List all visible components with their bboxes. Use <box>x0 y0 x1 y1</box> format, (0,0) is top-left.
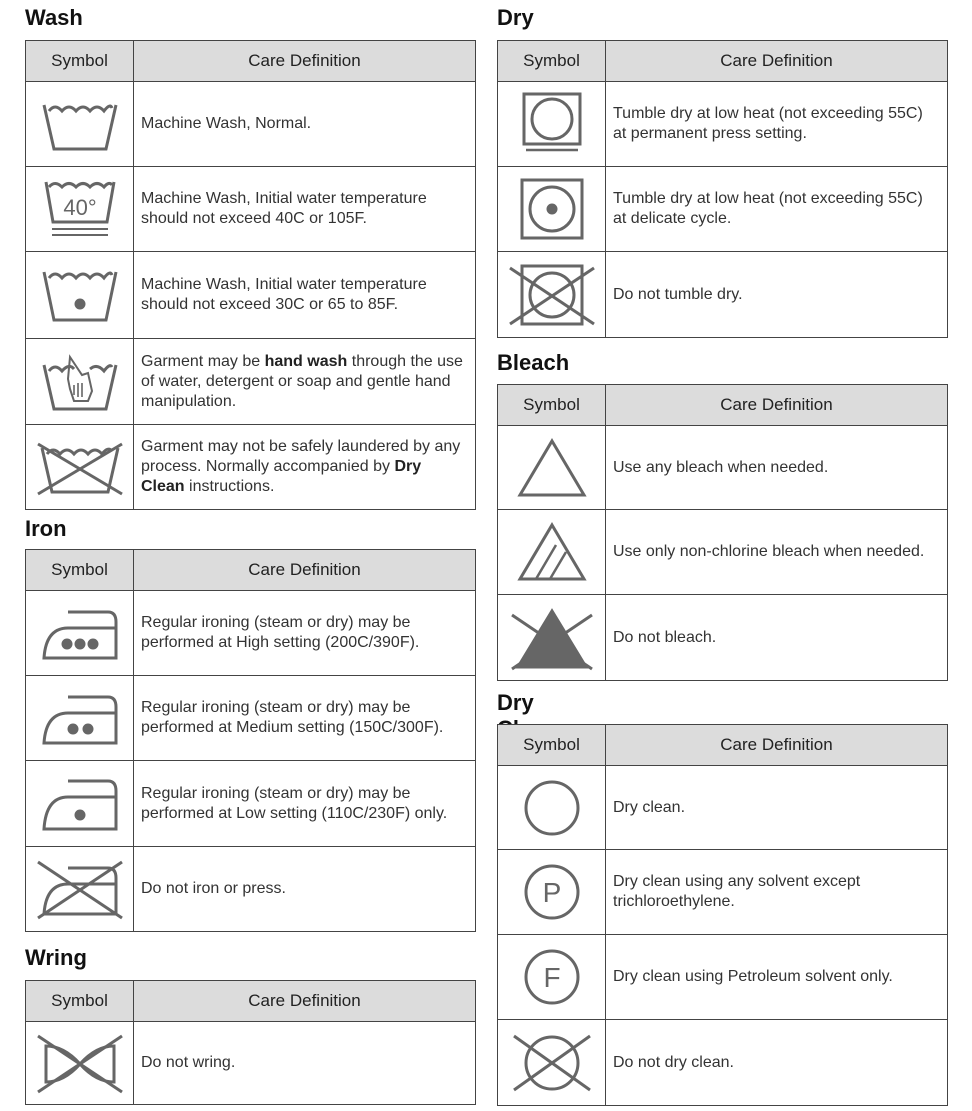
iron-one-dot-icon <box>38 773 122 835</box>
care-definition: Do not iron or press. <box>134 847 476 932</box>
definition-column-header: Care Definition <box>606 725 948 766</box>
definition-column-header: Care Definition <box>606 385 948 426</box>
dry-clean-p-icon <box>510 861 594 923</box>
temperature-label: 40° <box>62 195 97 220</box>
table-header-row <box>498 725 948 766</box>
washtub-one-dot-icon <box>38 264 122 326</box>
table-row <box>498 167 948 252</box>
care-definition: Do not dry clean. <box>606 1020 948 1106</box>
bleach-heading: Bleach <box>497 350 570 375</box>
care-definition: Regular ironing (steam or dry) may be performed at Medium setting (150C/300F). <box>134 676 476 761</box>
tumble-dry-permanent-press-icon <box>510 90 594 158</box>
table-header-row <box>498 41 948 82</box>
tumble-dry-delicate-icon <box>510 176 594 242</box>
dry-clean-table <box>497 724 948 1106</box>
iron-three-dots-icon <box>38 602 122 664</box>
care-definition: Dry clean using any solvent except trichloroethylene. <box>606 850 948 935</box>
definition-column-header: Care Definition <box>134 41 476 82</box>
care-definition: Use only non-chlorine bleach when needed. <box>606 510 948 595</box>
table-row <box>26 82 476 167</box>
table-header-row <box>26 550 476 591</box>
care-definition: Regular ironing (steam or dry) may be performed at Low setting (110C/230F) only. <box>134 761 476 847</box>
table-row <box>26 591 476 676</box>
care-definition: Do not tumble dry. <box>606 252 948 338</box>
dry-clean-f-icon <box>510 946 594 1008</box>
care-definition: Machine Wash, Normal. <box>134 82 476 167</box>
table-row <box>498 82 948 167</box>
wash-heading: Wash <box>25 5 83 30</box>
table-header-row <box>26 981 476 1022</box>
symbol-column-header: Symbol <box>498 725 606 766</box>
care-definition: Do not bleach. <box>606 595 948 681</box>
symbol-column-header: Symbol <box>498 385 606 426</box>
dry-clean-heading: Dry <box>497 690 534 715</box>
care-definition: Dry clean using Petroleum solvent only. <box>606 935 948 1020</box>
wring-heading: Wring <box>25 945 87 970</box>
table-row <box>26 339 476 425</box>
dry-clean-circle-icon <box>510 777 594 839</box>
dry-table <box>497 40 948 338</box>
do-not-tumble-dry-icon <box>506 262 598 328</box>
symbol-column-header: Symbol <box>26 41 134 82</box>
solvent-letter: F <box>542 962 561 993</box>
table-row <box>26 425 476 510</box>
definition-column-header: Care Definition <box>134 550 476 591</box>
table-row <box>26 676 476 761</box>
do-not-wring-icon <box>34 1030 126 1096</box>
table-row <box>498 252 948 338</box>
iron-table <box>25 549 476 932</box>
washtub-40-icon <box>38 178 122 240</box>
definition-column-header: Care Definition <box>606 41 948 82</box>
table-header-row <box>26 41 476 82</box>
table-row <box>498 766 948 850</box>
iron-heading: Iron <box>25 516 67 541</box>
table-row <box>498 935 948 1020</box>
table-row <box>26 252 476 339</box>
table-row <box>498 426 948 510</box>
table-header-row <box>498 385 948 426</box>
care-definition: Dry clean. <box>606 766 948 850</box>
hand-wash-icon <box>38 351 122 413</box>
dry-heading: Dry <box>497 5 534 30</box>
bleach-table <box>497 384 948 681</box>
table-row <box>26 167 476 252</box>
do-not-bleach-icon <box>506 605 598 671</box>
wring-table <box>25 980 476 1105</box>
care-definition: Garment may be hand wash through the use of water, detergent or soap and gentle hand manipulation. <box>134 339 476 425</box>
care-definition: Tumble dry at low heat (not exceeding 55C) at delicate cycle. <box>606 167 948 252</box>
care-definition: Machine Wash, Initial water temperature should not exceed 40C or 105F. <box>134 167 476 252</box>
care-definition: Tumble dry at low heat (not exceeding 55C) at permanent press setting. <box>606 82 948 167</box>
table-row <box>26 1022 476 1105</box>
non-chlorine-bleach-icon <box>510 521 594 583</box>
symbol-column-header: Symbol <box>26 550 134 591</box>
do-not-wash-icon <box>34 436 126 498</box>
wash-table <box>25 40 476 510</box>
iron-two-dots-icon <box>38 687 122 749</box>
care-definition: Regular ironing (steam or dry) may be performed at High setting (200C/390F). <box>134 591 476 676</box>
symbol-column-header: Symbol <box>26 981 134 1022</box>
definition-column-header: Care Definition <box>134 981 476 1022</box>
bleach-triangle-icon <box>510 437 594 499</box>
care-definition: Do not wring. <box>134 1022 476 1105</box>
table-row <box>498 1020 948 1106</box>
solvent-letter: P <box>542 877 561 908</box>
washtub-icon <box>38 93 122 155</box>
table-row <box>498 595 948 681</box>
table-row <box>26 847 476 932</box>
table-row <box>498 510 948 595</box>
care-definition: Machine Wash, Initial water temperature should not exceed 30C or 65 to 85F. <box>134 252 476 339</box>
symbol-column-header: Symbol <box>498 41 606 82</box>
care-definition: Use any bleach when needed. <box>606 426 948 510</box>
care-definition: Garment may not be safely laundered by any process. Normally accompanied by Dry Clean instructions. <box>134 425 476 510</box>
do-not-dry-clean-icon <box>506 1030 598 1096</box>
table-row <box>498 850 948 935</box>
do-not-iron-icon <box>34 856 126 922</box>
table-row <box>26 761 476 847</box>
